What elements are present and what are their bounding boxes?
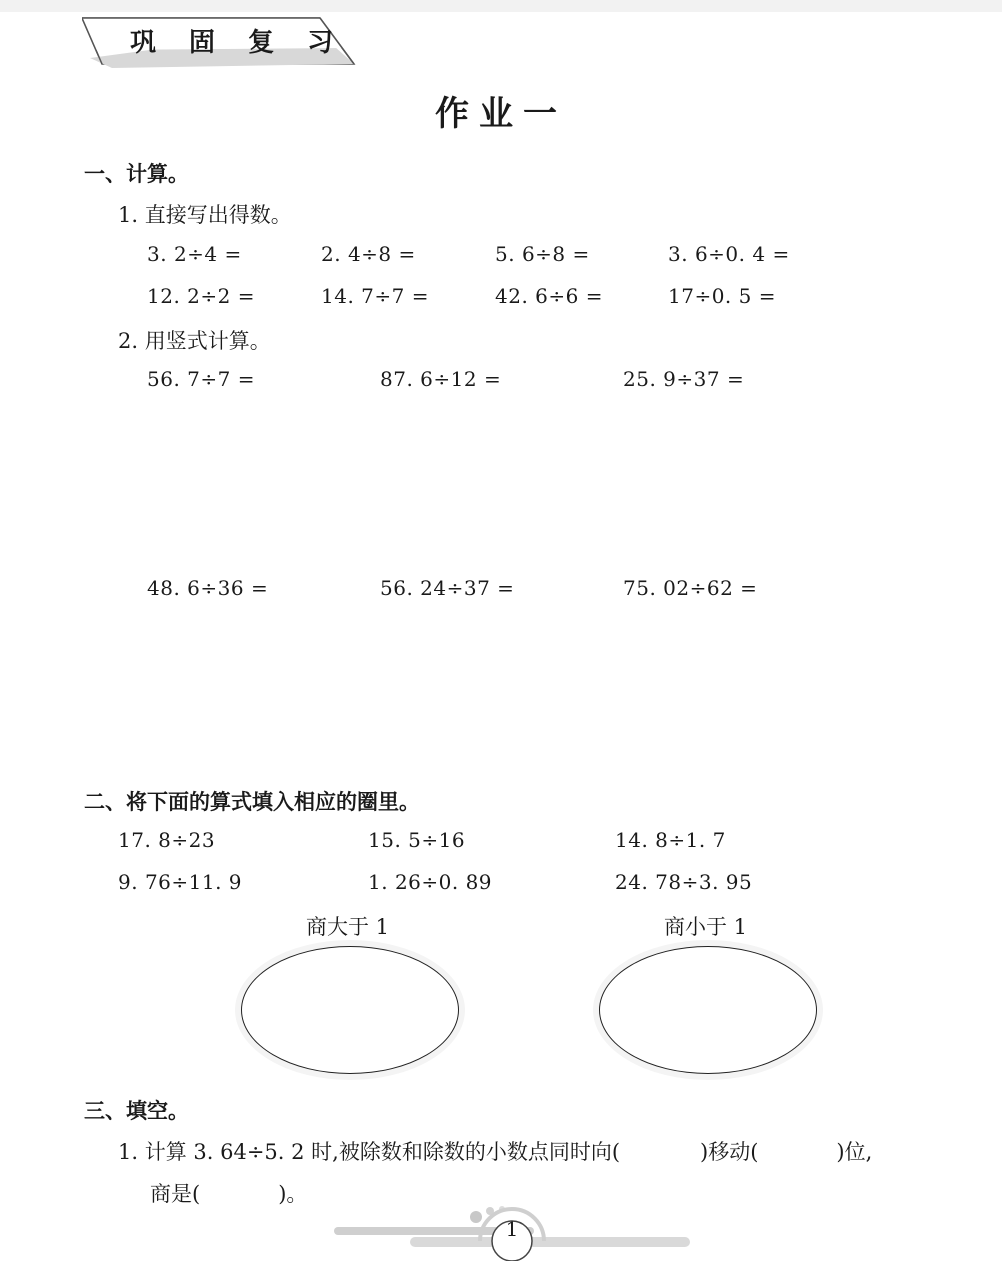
- sort-item: 9. 76÷11. 9: [118, 870, 243, 894]
- oral-calc-item: 3. 6÷0. 4 =: [668, 242, 790, 266]
- fill-text-part: )移动(: [700, 1140, 759, 1164]
- circle-label-greater: 商大于 1: [306, 915, 390, 939]
- sort-item: 14. 8÷1. 7: [615, 828, 726, 852]
- fill-text-part: 商是(: [150, 1182, 201, 1206]
- fill-question-line1: [118, 1136, 872, 1166]
- oral-calc-item: 3. 2÷4 =: [147, 242, 242, 266]
- vertical-calc-item: 56. 7÷7 =: [147, 367, 255, 391]
- vertical-calc-item: 48. 6÷36 =: [147, 576, 269, 600]
- oral-calc-item: 14. 7÷7 =: [321, 284, 429, 308]
- oral-calc-item: 12. 2÷2 =: [147, 284, 255, 308]
- fill-text-part: )。: [278, 1182, 308, 1206]
- sort-item: 1. 26÷0. 89: [368, 870, 493, 894]
- vertical-calc-item: 56. 24÷37 =: [380, 576, 515, 600]
- q2-label: 2. 用竖式计算。: [118, 329, 271, 353]
- oral-calc-item: 42. 6÷6 =: [495, 284, 603, 308]
- vertical-calc-item: 75. 02÷62 =: [623, 576, 758, 600]
- vertical-calc-item: 87. 6÷12 =: [380, 367, 502, 391]
- sort-item: 24. 78÷3. 95: [615, 870, 753, 894]
- section-tab: [82, 14, 357, 70]
- section3-title: 三、填空。: [84, 1099, 189, 1123]
- page-footer: [330, 1205, 700, 1261]
- fill-text-part: )位,: [836, 1140, 873, 1164]
- oval-quotient-greater-than-1[interactable]: [241, 946, 459, 1074]
- oral-calc-item: 17÷0. 5 =: [668, 284, 776, 308]
- page-title: 作业一: [435, 94, 567, 134]
- circle-label-less: 商小于 1: [664, 915, 748, 939]
- q1-label: 1. 直接写出得数。: [118, 203, 292, 227]
- oral-calc-item: 2. 4÷8 =: [321, 242, 416, 266]
- top-strip: [0, 0, 1002, 12]
- oval-quotient-less-than-1[interactable]: [599, 946, 817, 1074]
- sort-item: 17. 8÷23: [118, 828, 216, 852]
- sort-item: 15. 5÷16: [368, 828, 466, 852]
- fill-text-part: 1. 计算 3. 64÷5. 2 时,被除数和除数的小数点同时向(: [118, 1140, 621, 1164]
- fill-question-line2: [150, 1178, 307, 1208]
- tab-label: 巩 固 复 习: [130, 28, 346, 58]
- page-number: 1: [505, 1217, 519, 1241]
- vertical-calc-item: 25. 9÷37 =: [623, 367, 745, 391]
- section1-title: 一、计算。: [84, 162, 189, 186]
- oral-calc-item: 5. 6÷8 =: [495, 242, 590, 266]
- section2-title: 二、将下面的算式填入相应的圈里。: [84, 790, 420, 814]
